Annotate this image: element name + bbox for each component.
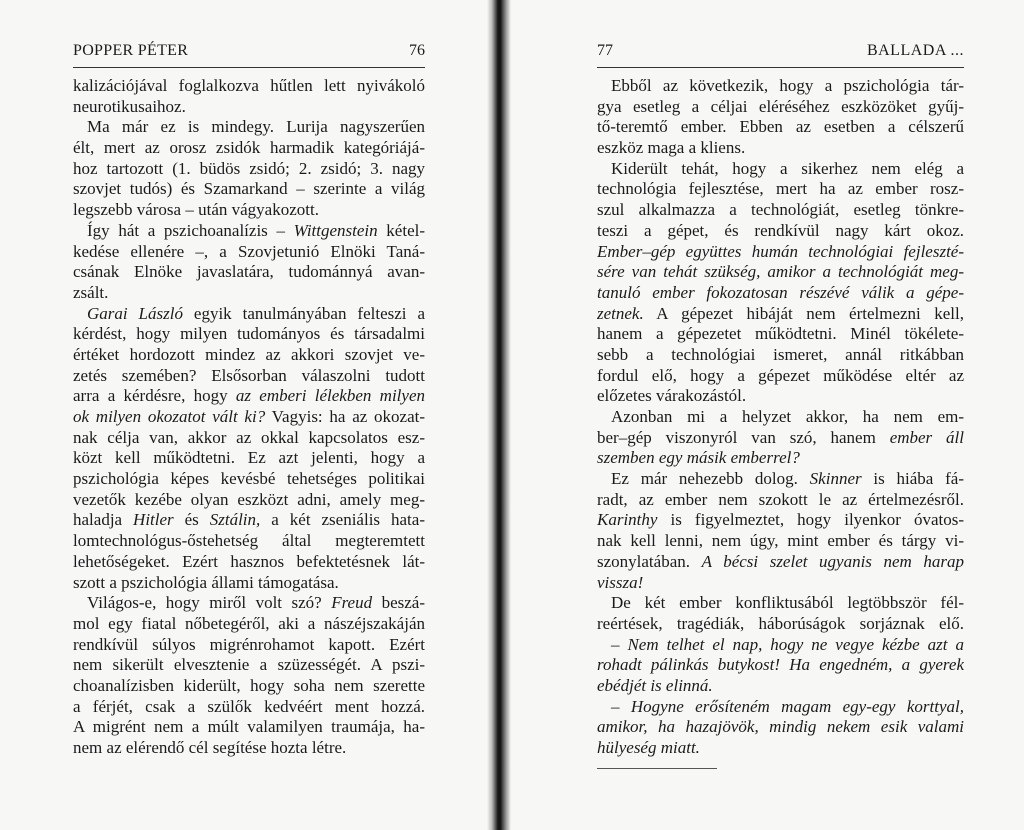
text-line: Garai László egyik tanulmányában felteszi a bbox=[87, 303, 425, 323]
body-text bbox=[73, 76, 425, 759]
text-line: csának Elnöke javaslatára, tudománnyá avan- bbox=[73, 262, 425, 282]
text-line: fordul elő, hogy a gépezet működése eltér az bbox=[597, 365, 964, 385]
text-line: – Hogyne erősíteném magam egy-egy korttyal, bbox=[611, 696, 964, 716]
text-line: szott a pszichológia állami támogatása. bbox=[73, 572, 339, 592]
text-line: élt, mert az orosz zsidók harmadik kategóriájá- bbox=[73, 138, 425, 158]
text-line: előzetes várakozástól. bbox=[597, 386, 747, 406]
text-line: szonylatában. A bécsi szelet ugyanis nem harap bbox=[597, 551, 964, 571]
text-line: Ember–gép együttes humán technológiai fejleszté- bbox=[597, 241, 964, 261]
text-line: haladja Hitler és Sztálin, a két zseniális hata- bbox=[73, 510, 425, 530]
book-spine bbox=[487, 0, 511, 830]
text-line: eszköz maga a kliens. bbox=[597, 138, 746, 158]
text-line: nak célja van, akkor az okkal kapcsolatos esz- bbox=[73, 427, 425, 447]
text-line: neurotikusaihoz. bbox=[73, 96, 186, 116]
text-line: szul alkalmazza a technológiát, esetleg tönkre- bbox=[597, 200, 964, 220]
text-line: nem az elérendő cél segítése hozta létre. bbox=[73, 738, 347, 757]
text-line: ber–gép viszonyról van szó, hanem ember áll bbox=[597, 427, 964, 447]
text-line: technológia fejlesztése, mert ha az ember rosz- bbox=[597, 179, 964, 199]
text-line: zetnek. A gépezet hibáját nem értelmezni kell, bbox=[597, 303, 964, 323]
text-line: ok milyen okozatot vált ki? Vagyis: ha az okozat- bbox=[73, 407, 425, 426]
text-line: hülyeség miatt. bbox=[597, 738, 700, 757]
text-line: kalizációjával foglalkozva hűtlen lett nyivákoló bbox=[73, 76, 425, 95]
text-line: amikor, ha hazajövök, mindig nekem esik valami bbox=[597, 717, 964, 737]
text-line: sére van tehát szükség, amikor a technológiát meg- bbox=[597, 262, 964, 282]
text-line: lomtechnológus-őstehetség által megteremtett bbox=[73, 531, 425, 551]
text-line: hoz tartozott (1. büdös zsidó; 2. zsidó; 3. nagy bbox=[73, 158, 425, 178]
text-line: Ez már nehezebb dolog. Skinner is hiába fá- bbox=[611, 469, 964, 489]
text-line: nak kell lenni, nem úgy, mint ember és tárgy vi- bbox=[597, 531, 964, 551]
body-text bbox=[597, 76, 964, 759]
right-page bbox=[597, 0, 964, 830]
running-head: BALLADA ... bbox=[866, 42, 964, 59]
text-line: legszebb városa – után vágyakozott. bbox=[73, 200, 319, 220]
text-line: – Nem telhet el nap, hogy ne vegye kézbe azt a bbox=[611, 634, 964, 654]
text-line: kérdést, hogy milyen tudományos és társadalmi bbox=[73, 324, 425, 344]
text-line: Azonban mi a helyzet akkor, ha nem em- bbox=[611, 407, 964, 426]
text-line: hanem a gépezetet működtetni. Minél tökélete- bbox=[597, 324, 964, 344]
text-line: tő-teremtő ember. Ebben az esetben a célszerű bbox=[597, 117, 964, 137]
text-line: zetés szemében? Elsősorban válaszolni tudott bbox=[73, 365, 425, 385]
running-head: POPPER PÉTER bbox=[73, 42, 189, 59]
text-line: nem sikerült elvesztenie a szüzességét. A pszi- bbox=[73, 655, 425, 675]
text-line: mol egy fiatal nőbetegéről, aki a nászéjszakáján bbox=[73, 613, 425, 633]
text-line: reértések, tragédiák, háborúságok sorjáznak elő. bbox=[597, 613, 964, 633]
page-number: 77 bbox=[597, 42, 613, 59]
text-line: radt, az ember nem szokott le az értelmezésről. bbox=[597, 489, 964, 509]
text-line: A migrént nem a múlt valamilyen traumája, ha- bbox=[73, 717, 425, 737]
text-line: Ma már ez is mindegy. Lurija nagyszerűen bbox=[87, 117, 425, 137]
text-line: értéket hordozott mindez az akkori szovjet ve- bbox=[73, 344, 425, 364]
end-rule bbox=[597, 768, 717, 769]
text-line: Így hát a pszichoanalízis – Wittgenstein kétel- bbox=[87, 220, 425, 240]
text-line: ebédjét is elinná. bbox=[597, 675, 713, 695]
text-line: De két ember konfliktusából legtöbbször fél- bbox=[611, 593, 964, 613]
text-line: Világos-e, hogy miről volt szó? Freud beszá- bbox=[87, 593, 425, 613]
text-line: rendkívül súlyos migrénrohamot kapott. Ezért bbox=[73, 634, 425, 654]
text-line: gya esetleg a céljai eléréséhez eszközöket gyűj- bbox=[597, 96, 964, 116]
text-line: arra a kérdésre, hogy az emberi lélekben milyen bbox=[73, 386, 425, 406]
header-rule bbox=[73, 67, 425, 68]
text-line: a férjét, csak a szülők kedvéért ment hozzá. bbox=[73, 696, 425, 716]
text-line: rohadt pálinkás butykost! Ha engedném, a gyerek bbox=[597, 655, 964, 675]
text-line: szovjet tudós) és Szamarkand – szerinte a világ bbox=[73, 179, 425, 199]
text-line: choanalízisben kiderült, hogy soha nem szerette bbox=[73, 675, 425, 695]
text-line: vezetők kezébe olyan eszközt adni, amely meg- bbox=[73, 489, 425, 509]
text-line: tanuló ember fokozatosan részévé válik a gépe- bbox=[597, 282, 964, 302]
page-header bbox=[597, 42, 964, 64]
left-page bbox=[73, 0, 425, 830]
text-line: szemben egy másik emberrel? bbox=[597, 448, 800, 468]
text-line: vissza! bbox=[597, 572, 644, 592]
text-line: Karinthy is figyelmeztet, hogy ilyenkor óvatos- bbox=[597, 510, 964, 530]
text-line: közt kell működtetni. Ez azt jelenti, hogy a bbox=[73, 448, 425, 468]
text-line: kedése ellenére –, a Szovjetunió Elnöki Taná- bbox=[73, 241, 425, 261]
page-number: 76 bbox=[409, 42, 425, 59]
text-line: Kiderült tehát, hogy a sikerhez nem elég a bbox=[611, 158, 964, 178]
text-line: lehetőségeket. Ezért hasznos befektetésnek lát- bbox=[73, 551, 425, 571]
text-line: pszichológia képes kevésbé tehetséges politikai bbox=[73, 469, 425, 489]
text-line: zsált. bbox=[73, 282, 109, 302]
text-line: Ebből az következik, hogy a pszichológia tár- bbox=[611, 76, 964, 95]
header-rule bbox=[597, 67, 964, 68]
text-line: teszi a gépet, és rendkívül nagy kárt okoz. bbox=[597, 220, 964, 240]
page-header bbox=[73, 42, 425, 64]
text-line: sebb a technológiai ismeret, annál ritkábban bbox=[597, 344, 964, 364]
